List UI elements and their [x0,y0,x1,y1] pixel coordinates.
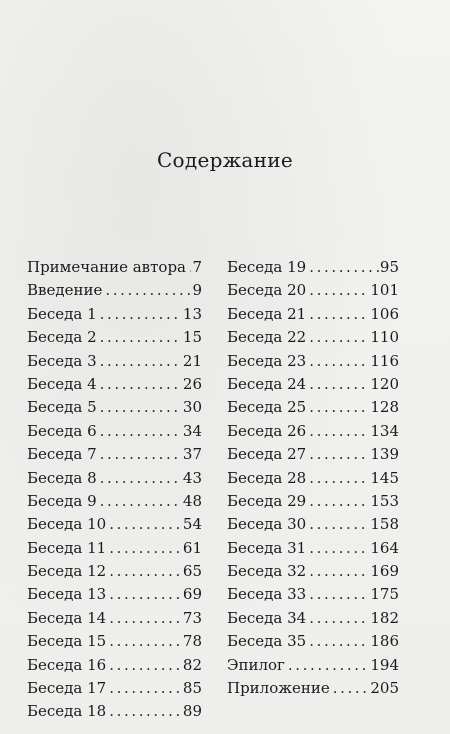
toc-entry-page-number: 73 [182,608,202,627]
dot-leader [100,443,182,466]
toc-entry-label: Беседа 4 [27,374,97,393]
dot-leader [100,303,182,326]
toc-entry-label: Беседа 33 [227,585,307,604]
toc-entry [227,654,399,677]
dot-leader [100,350,182,373]
toc-entry [27,607,202,630]
toc-entry-label: Беседа 32 [227,562,307,581]
dot-leader [309,630,369,653]
dot-leader [109,513,182,536]
dot-leader [309,560,369,583]
toc-entry-label: Беседа 23 [227,351,307,370]
dot-leader [309,443,369,466]
toc-entry [227,537,399,560]
toc-entry [227,583,399,606]
dot-leader [109,677,182,700]
dot-leader [309,490,369,513]
dot-leader [109,537,182,560]
dot-leader [309,583,369,606]
toc-entry-label: Беседа 6 [27,421,97,440]
dot-leader [333,677,370,700]
toc-entry [27,560,202,583]
toc-left-column [27,256,202,724]
toc-entry-page-number: 15 [182,328,202,347]
dot-leader [309,350,369,373]
dot-leader [105,279,191,302]
toc-entry-label: Эпилог [227,655,285,674]
toc-entry-label: Введение [27,281,103,300]
dot-leader [309,513,369,536]
toc-entry-label: Беседа 9 [27,491,97,510]
toc-entry-label: Беседа 16 [27,655,107,674]
toc-entry-label: Беседа 31 [227,538,307,557]
dot-leader [109,607,182,630]
toc-entry-page-number: 7 [192,258,202,276]
toc-entry-page-number: 65 [182,562,202,581]
toc-entry-label: Беседа 10 [27,515,107,534]
toc-entry-page-number: 110 [370,328,399,347]
toc-entry-page-number: 85 [182,679,202,698]
toc-entry-page-number: 21 [182,351,202,370]
toc-entry [27,396,202,419]
toc-entry-page-number: 82 [182,655,202,674]
toc-entry-label: Беседа 19 [227,258,307,276]
toc-entry-label: Примечание автора [27,258,186,276]
toc-entry [27,583,202,606]
toc-entry-label: Беседа 8 [27,468,97,487]
toc-entry-page-number: 194 [370,655,399,674]
toc-entry [27,467,202,490]
toc-entry [227,607,399,630]
toc-entry [27,630,202,653]
toc-entry [227,396,399,419]
toc-entry-label: Беседа 29 [227,491,307,510]
toc-entry-label: Беседа 35 [227,632,307,651]
toc-entry-page-number: 158 [370,515,399,534]
dot-leader [309,303,369,326]
toc-entry-page-number: 169 [370,562,399,581]
toc-entry-label: Беседа 24 [227,374,307,393]
toc-entry [27,420,202,443]
toc-entry-label: Беседа 30 [227,515,307,534]
toc-entry [227,326,399,349]
toc-entry-label: Беседа 5 [27,398,97,417]
toc-entry [227,560,399,583]
toc-entry [27,256,202,279]
toc-entry-label: Беседа 22 [227,328,307,347]
dot-leader [309,279,369,302]
toc-entry-page-number: 145 [370,468,399,487]
toc-entry-page-number: 116 [370,351,399,370]
toc-entry [227,467,399,490]
toc-entry-label: Беседа 25 [227,398,307,417]
toc-entry-page-number: 175 [370,585,399,604]
toc-entry-label: Беседа 1 [27,304,97,323]
toc-entry-page-number: 101 [370,281,399,300]
toc-entry-label: Беседа 13 [27,585,107,604]
dot-leader [288,654,369,677]
toc-entry [27,443,202,466]
dot-leader [309,607,369,630]
toc-right-column [227,256,399,700]
toc-entry-label: Беседа 15 [27,632,107,651]
toc-entry-page-number: 69 [182,585,202,604]
dot-leader [309,373,369,396]
toc-entry-label: Беседа 11 [27,538,107,557]
toc-entry [27,373,202,396]
toc-entry [27,303,202,326]
toc-entry-label: Беседа 26 [227,421,307,440]
dot-leader [109,630,182,653]
toc-entry [27,677,202,700]
toc-entry-page-number: 61 [182,538,202,557]
dot-leader [109,560,182,583]
dot-leader [309,467,369,490]
toc-entry [27,326,202,349]
dot-leader [100,420,182,443]
toc-entry-label: Приложение [227,679,330,698]
toc-entry [227,490,399,513]
toc-entry-page-number: 186 [370,632,399,651]
toc-entry-page-number: 128 [370,398,399,417]
toc-entry-label: Беседа 14 [27,608,107,627]
dot-leader [309,420,369,443]
page-title: Содержание [156,148,294,172]
toc-entry-page-number: 134 [370,421,399,440]
toc-entry-page-number: 78 [182,632,202,651]
toc-entry-label: Беседа 3 [27,351,97,370]
toc-entry-label: Беседа 20 [227,281,307,300]
toc-entry-page-number: 153 [370,491,399,510]
toc-entry-page-number: 43 [182,468,202,487]
dot-leader [109,654,182,677]
dot-leader [189,256,191,279]
toc-entry-label: Беседа 28 [227,468,307,487]
toc-entry-page-number: 13 [182,304,202,323]
dot-leader [309,326,369,349]
toc-entry [227,350,399,373]
toc-entry-label: Беседа 18 [27,702,107,721]
toc-entry [27,513,202,536]
toc-entry-page-number: 30 [182,398,202,417]
toc-entry [27,490,202,513]
toc-entry-page-number: 34 [182,421,202,440]
toc-entry [27,279,202,302]
toc-entry [227,420,399,443]
toc-entry [227,630,399,653]
dot-leader [100,326,182,349]
toc-entry-label: Беседа 2 [27,328,97,347]
toc-entry [27,700,202,723]
toc-entry [227,443,399,466]
toc-entry [227,677,399,700]
toc-entry-page-number: 106 [370,304,399,323]
toc-entry-page-number: 120 [370,374,399,393]
toc-entry-page-number: 164 [370,538,399,557]
toc-entry-label: Беседа 12 [27,562,107,581]
toc-entry-label: Беседа 21 [227,304,307,323]
dot-leader [100,490,182,513]
toc-entry [27,537,202,560]
toc-entry [27,654,202,677]
dot-leader [100,373,182,396]
toc-entry-page-number: 26 [182,374,202,393]
dot-leader [100,467,182,490]
dot-leader [109,583,182,606]
dot-leader [100,396,182,419]
toc-entry-label: Беседа 27 [227,445,307,464]
toc-entry-page-number: 9 [192,281,202,300]
toc-entry [227,256,399,279]
dot-leader [109,700,182,723]
toc-entry-page-number: 139 [370,445,399,464]
toc-entry-page-number: 48 [182,491,202,510]
toc-entry [227,373,399,396]
toc-entry-label: Беседа 34 [227,608,307,627]
toc-entry [227,279,399,302]
toc-entry [227,513,399,536]
toc-entry-label: Беседа 17 [27,679,107,698]
toc-entry-page-number: 95 [379,258,399,276]
dot-leader [309,396,369,419]
toc-entry [227,303,399,326]
dot-leader [309,256,379,279]
toc-entry-label: Беседа 7 [27,445,97,464]
toc-entry-page-number: 37 [182,445,202,464]
toc-entry-page-number: 182 [370,608,399,627]
toc-entry-page-number: 89 [182,702,202,721]
toc-entry-page-number: 54 [182,515,202,534]
dot-leader [309,537,369,560]
toc-entry-page-number: 205 [370,679,399,698]
toc-entry [27,350,202,373]
